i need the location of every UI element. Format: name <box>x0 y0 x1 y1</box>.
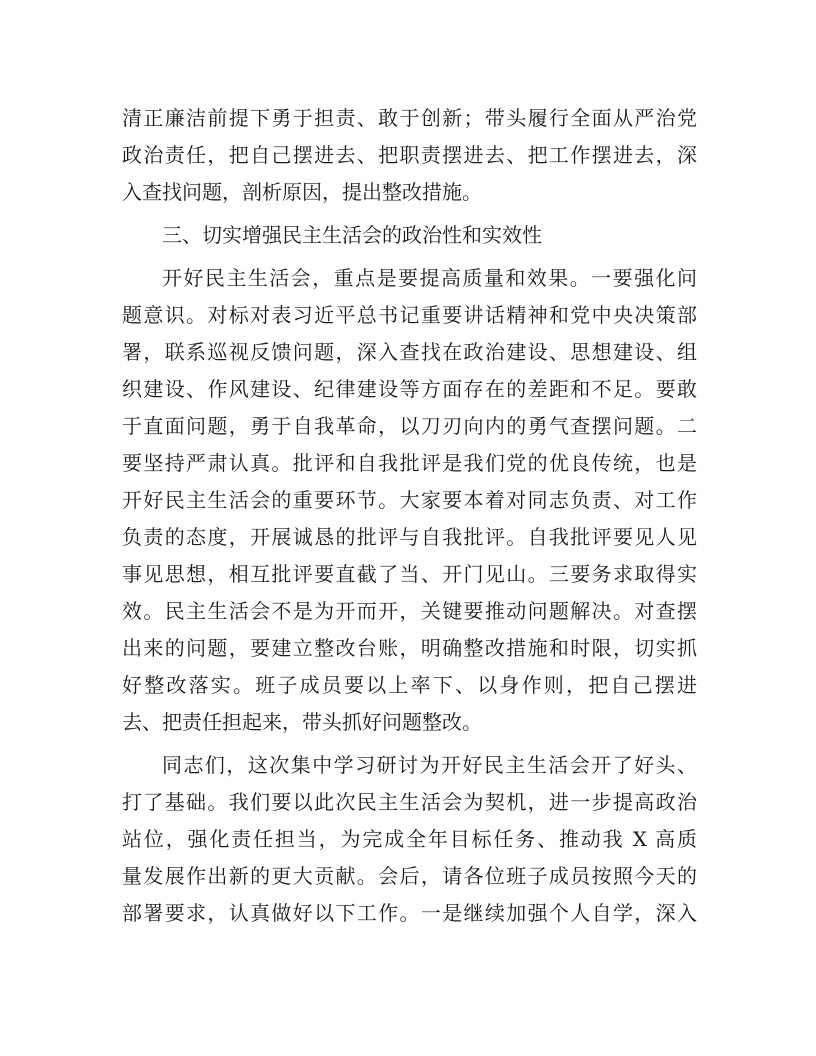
paragraph-body <box>122 747 697 932</box>
paragraph-body <box>122 260 697 741</box>
text-line: 同志们，这次集中学习研讨为开好民主生活会开了好头、 <box>162 753 697 777</box>
text-line: 织建设、作风建设、纪律建设等方面存在的差距和不足。要敢 <box>122 377 697 401</box>
section-heading <box>122 217 697 254</box>
text-line: 政治责任，把自己摆进去、把职责摆进去、把工作摆进去，深 <box>122 143 697 167</box>
document-body <box>122 100 697 932</box>
heading-text: 三、切实增强民主生活会的政治性和实效性 <box>162 223 542 247</box>
text-line: 清正廉洁前提下勇于担责、敢于创新；带头履行全面从严治党 <box>122 106 697 130</box>
text-line: 要坚持严肃认真。批评和自我批评是我们党的优良传统，也是 <box>122 451 697 475</box>
text-line: 部署要求，认真做好以下工作。一是继续加强个人自学，深入 <box>122 901 697 925</box>
text-line: 事见思想，相互批评要直截了当、开门见山。三要务求取得实 <box>122 562 697 586</box>
text-line: 出来的问题，要建立整改台账，明确整改措施和时限，切实抓 <box>122 636 697 660</box>
text-line: 入查找问题，剖析原因，提出整改措施。 <box>122 180 482 204</box>
text-line: 开好民主生活会，重点是要提高质量和效果。一要强化问 <box>162 266 697 290</box>
paragraph-continuation <box>122 100 697 211</box>
text-line: 开好民主生活会的重要环节。大家要本着对同志负责、对工作 <box>122 488 697 512</box>
text-line: 好整改落实。班子成员要以上率下、以身作则，把自己摆进 <box>122 673 697 697</box>
text-line: 题意识。对标对表习近平总书记重要讲话精神和党中央决策部 <box>122 303 697 327</box>
text-line: 效。民主生活会不是为开而开，关键要推动问题解决。对查摆 <box>122 599 697 623</box>
text-line: 打了基础。我们要以此次民主生活会为契机，进一步提高政治 <box>122 790 697 814</box>
text-line: 于直面问题，勇于自我革命，以刀刃向内的勇气查摆问题。二 <box>122 414 697 438</box>
text-line: 量发展作出新的更大贡献。会后，请各位班子成员按照今天的 <box>122 864 697 888</box>
text-line: 去、把责任担起来，带头抓好问题整改。 <box>122 710 482 734</box>
text-line: 署，联系巡视反馈问题，深入查找在政治建设、思想建设、组 <box>122 340 697 364</box>
text-line: 站位，强化责任担当，为完成全年目标任务、推动我 X 高质 <box>122 827 697 851</box>
text-line: 负责的态度，开展诚恳的批评与自我批评。自我批评要见人见 <box>122 525 697 549</box>
